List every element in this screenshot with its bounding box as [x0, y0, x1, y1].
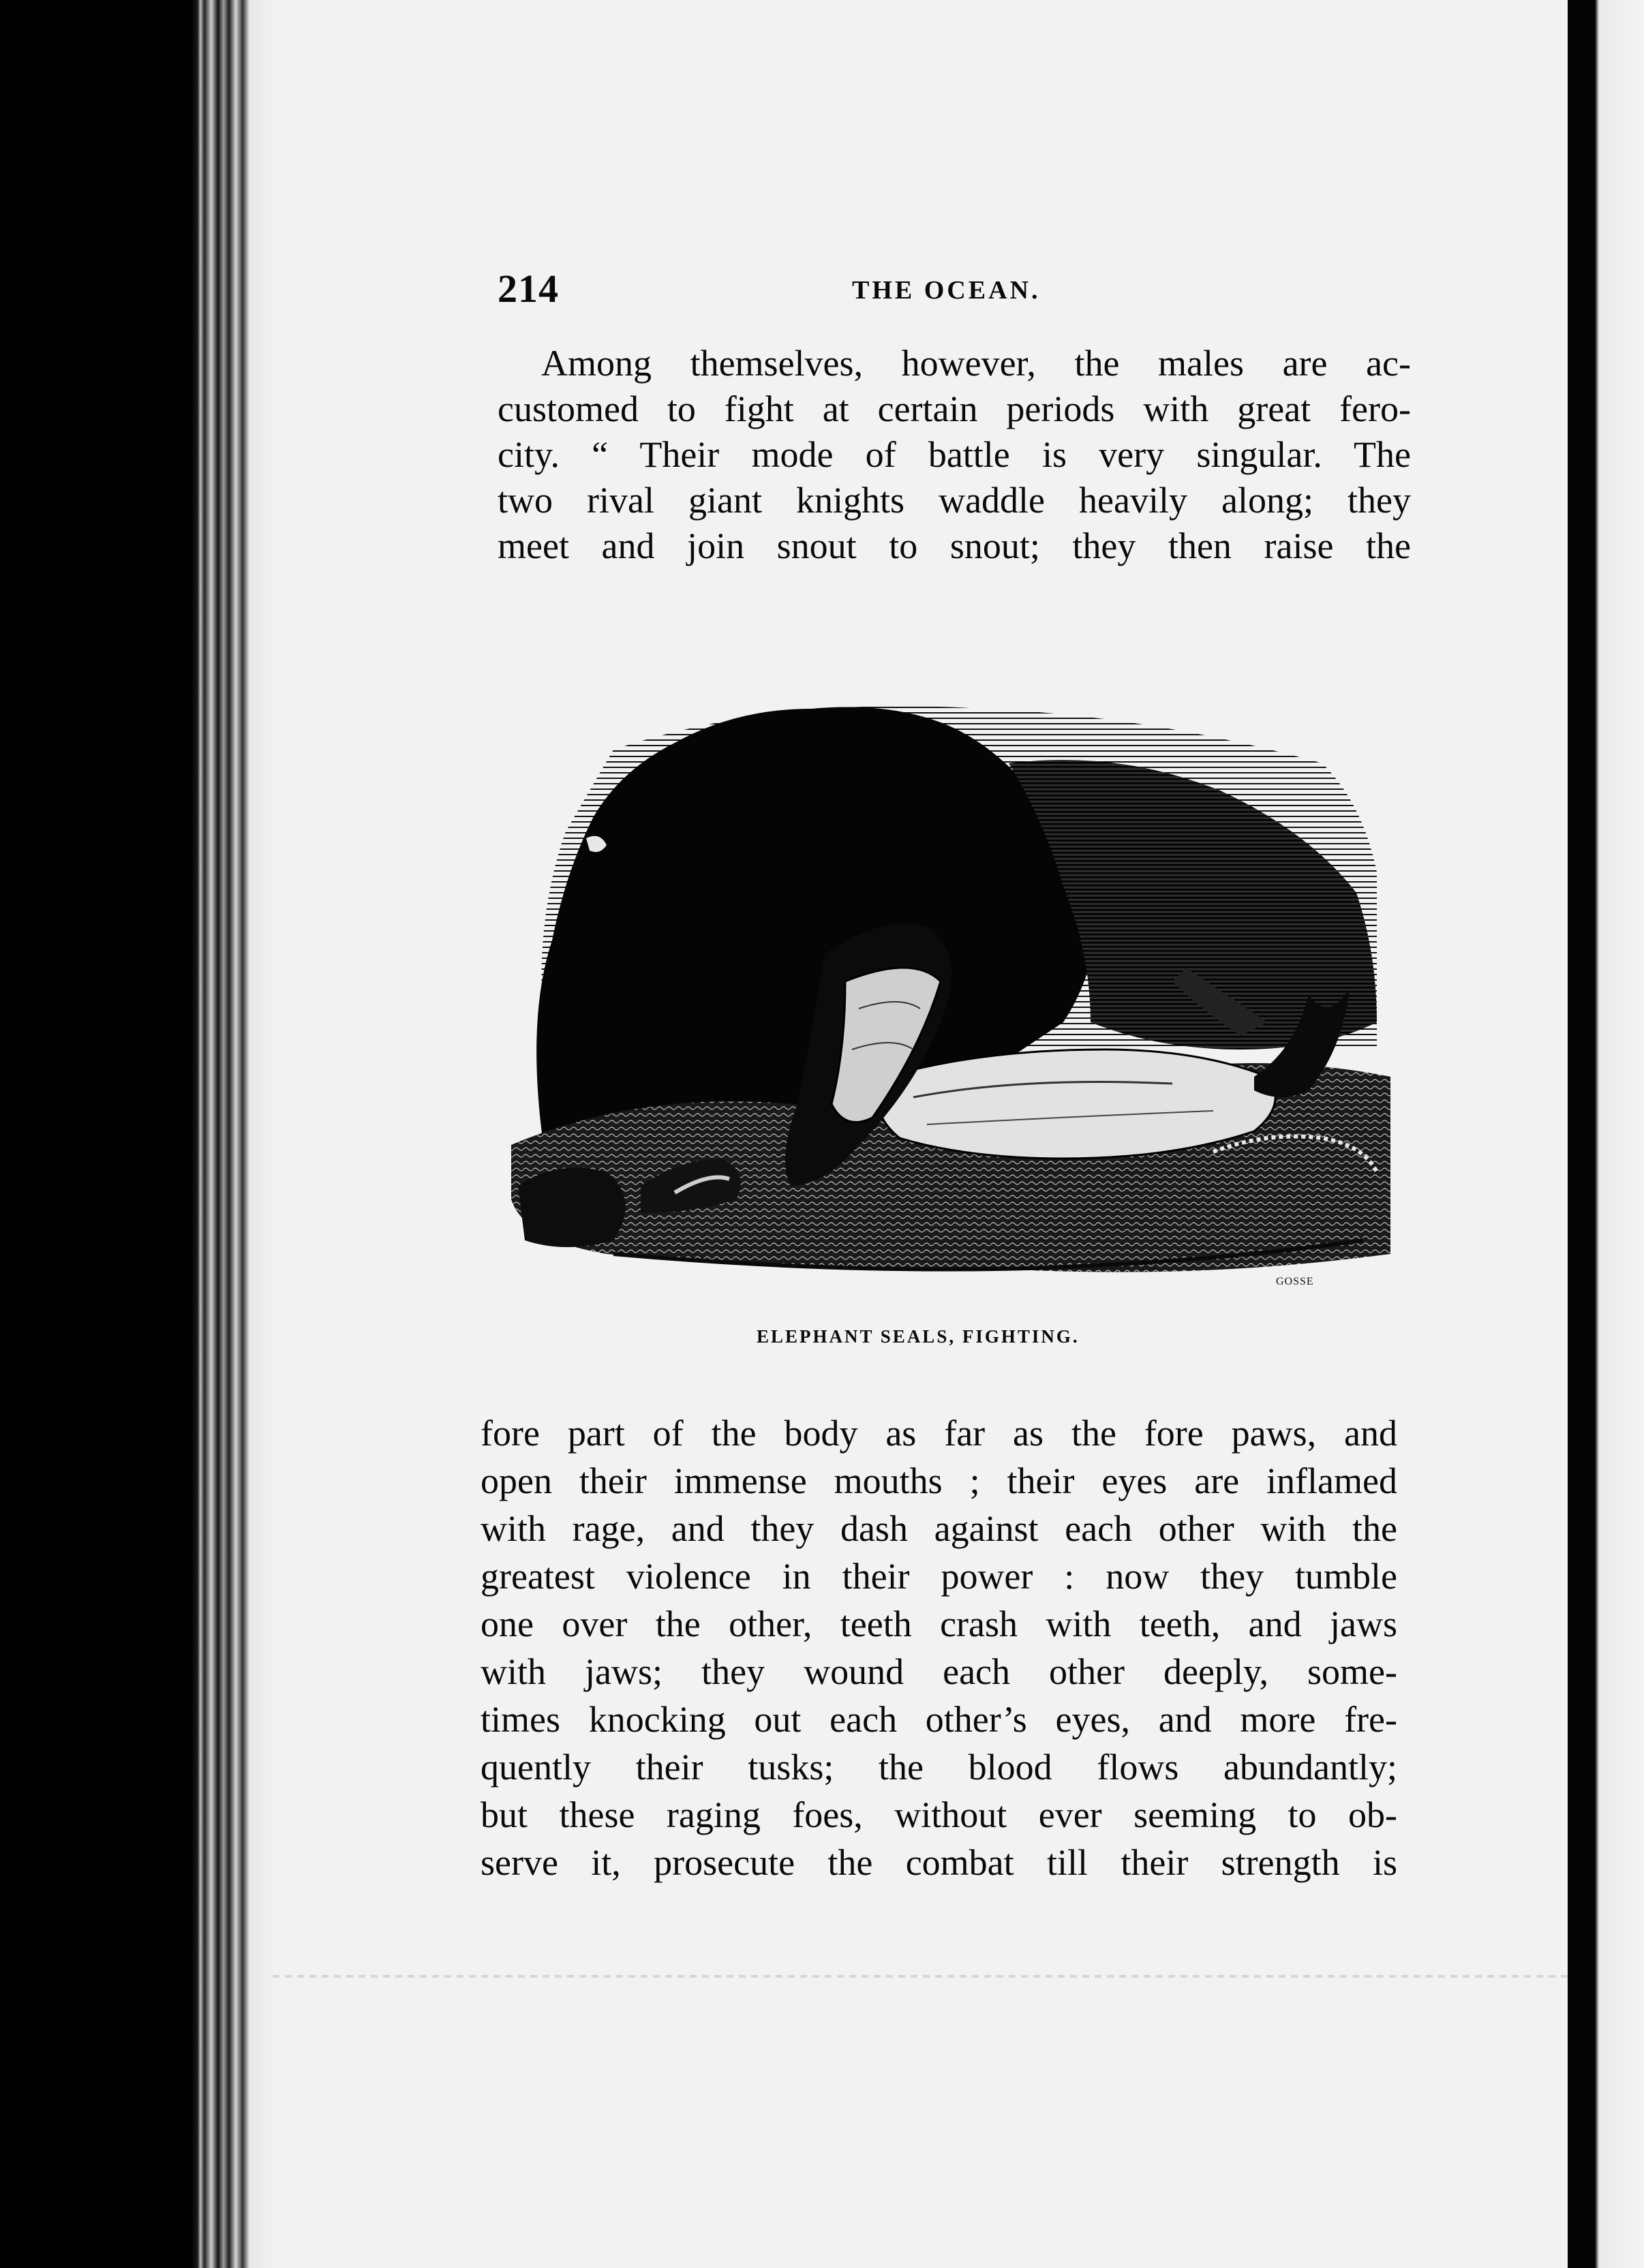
foreground-rock: [518, 1167, 626, 1247]
text-line: greatest violence in their power : now they tumble: [481, 1556, 1397, 1597]
text-line: open their immense mouths ; their eyes are inflamed: [481, 1460, 1397, 1501]
text-line: customed to fight at certain periods with great fero-: [498, 388, 1411, 429]
text-line: but these raging foes, without ever seeming to ob-: [481, 1794, 1397, 1835]
text-line: with rage, and they dash against each other with the: [481, 1508, 1397, 1549]
scan-artifact-line: [273, 1975, 1568, 1978]
seal-lying: [879, 1049, 1276, 1159]
text-line: one over the other, teeth crash with teeth, and jaws: [481, 1604, 1397, 1644]
running-title: THE OCEAN.: [852, 276, 1041, 305]
page-number: 214: [498, 266, 559, 311]
text-line: meet and join snout to snout; they then raise the: [498, 525, 1411, 566]
engraver-signature: GOSSE: [1276, 1276, 1314, 1287]
text-line: with jaws; they wound each other deeply, some-: [481, 1651, 1397, 1692]
running-head: [498, 266, 1411, 320]
text-line: two rival giant knights waddle heavily along; they: [498, 480, 1411, 521]
engraving-illustration: [504, 668, 1404, 1295]
text-line: serve it, prosecute the combat till their strength is: [481, 1842, 1397, 1883]
text-line: quently their tusks; the blood flows abundantly;: [481, 1747, 1397, 1788]
text-line: times knocking out each other’s eyes, and more fre-: [481, 1699, 1397, 1740]
text-line: Among themselves, however, the males are ac-: [541, 343, 1411, 384]
book-spine-edge: [191, 0, 273, 2268]
paragraph-bottom: [481, 1409, 1397, 1886]
paragraph-top: [498, 341, 1411, 569]
text-line: city. “ Their mode of battle is very singular. The: [498, 434, 1411, 475]
figure-caption: ELEPHANT SEALS, FIGHTING.: [757, 1326, 1080, 1347]
text-line: fore part of the body as far as the fore paws, and: [481, 1413, 1397, 1454]
engraving-elephant-seals: [504, 668, 1404, 1295]
book-fore-edge: [1568, 0, 1644, 2268]
